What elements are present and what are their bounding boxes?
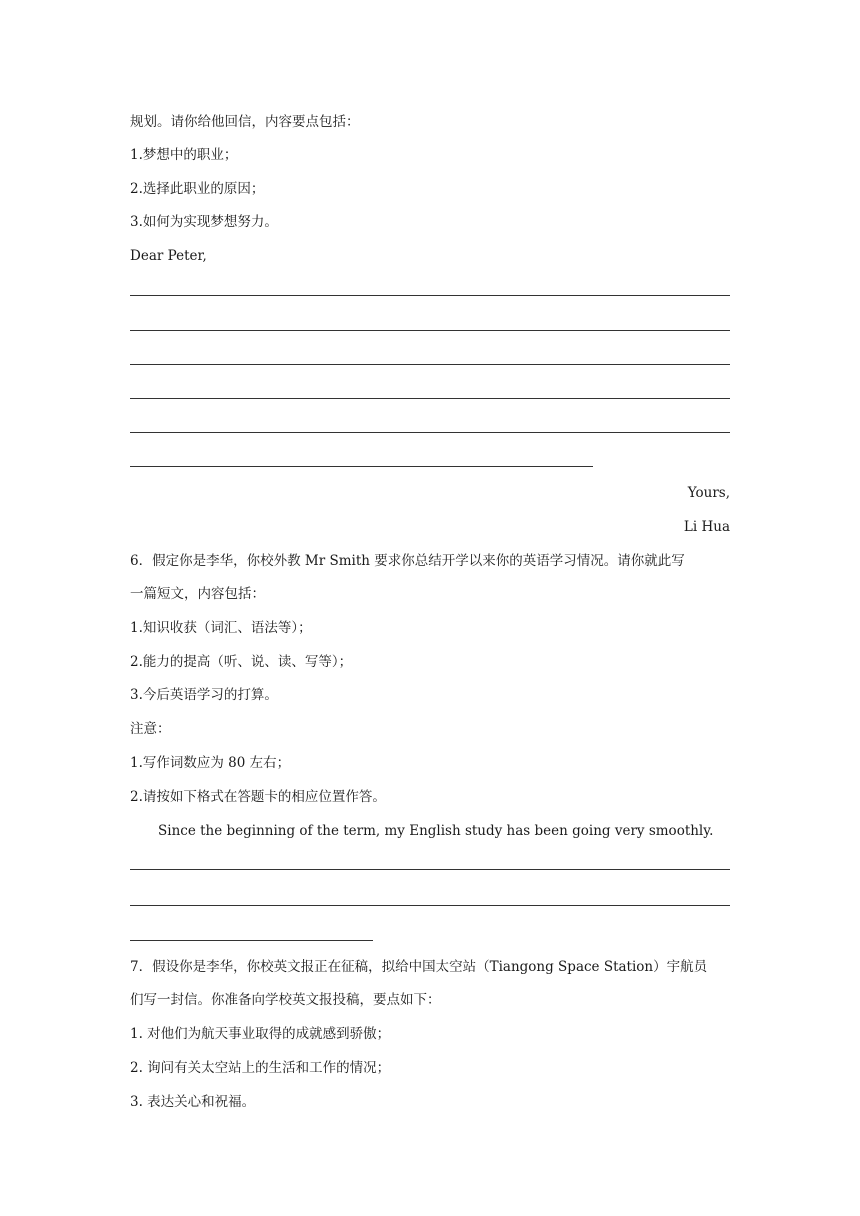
q6-prompt-line-2: 一篇短文，内容包括：	[130, 586, 265, 602]
q5-closing: Yours,	[687, 485, 730, 501]
q6-opening-sentence: Since the beginning of the term, my English study has been going very smoothly.	[158, 823, 714, 839]
q5-point-1: 1.梦想中的职业；	[130, 147, 238, 163]
q5-point-3: 3.如何为实现梦想努力。	[130, 214, 278, 230]
answer-line	[130, 869, 730, 870]
q7-prompt-line-1: 7．假设你是李华，你校英文报正在征稿，拟给中国太空站（Tiangong Space Station）宇航员	[130, 959, 708, 975]
q6-prompt-line-1: 6．假定你是李华，你校外教 Mr Smith 要求你总结开学以来你的英语学习情况。请你就此写	[130, 553, 685, 569]
q5-salutation: Dear Peter,	[130, 248, 207, 264]
q5-point-2: 2.选择此职业的原因；	[130, 181, 265, 197]
q6-point-1: 1.知识收获（词汇、语法等）；	[130, 620, 312, 636]
answer-line	[130, 364, 730, 365]
q6-note-1: 1.写作词数应为 80 左右；	[130, 755, 291, 771]
answer-line	[130, 295, 730, 296]
q6-note-label: 注意：	[130, 721, 171, 737]
q6-point-3: 3.今后英语学习的打算。	[130, 687, 278, 703]
q7-point-2: 2. 询问有关太空站上的生活和工作的情况；	[130, 1060, 391, 1076]
q7-point-3: 3. 表达关心和祝福。	[130, 1094, 256, 1110]
answer-line	[130, 940, 373, 941]
q5-signature: Li Hua	[683, 519, 730, 535]
q6-note-2: 2.请按如下格式在答题卡的相应位置作答。	[130, 789, 386, 805]
q7-point-1: 1. 对他们为航天事业取得的成就感到骄傲；	[130, 1026, 391, 1042]
answer-line	[130, 330, 730, 331]
q5-prompt-continuation: 规划。请你给他回信，内容要点包括：	[130, 114, 360, 130]
answer-line	[130, 466, 593, 467]
answer-line	[130, 905, 730, 906]
answer-line	[130, 398, 730, 399]
answer-line	[130, 432, 730, 433]
q6-point-2: 2.能力的提高（听、说、读、写等）；	[130, 654, 353, 670]
q7-prompt-line-2: 们写一封信。你准备向学校英文报投稿，要点如下：	[130, 992, 441, 1008]
